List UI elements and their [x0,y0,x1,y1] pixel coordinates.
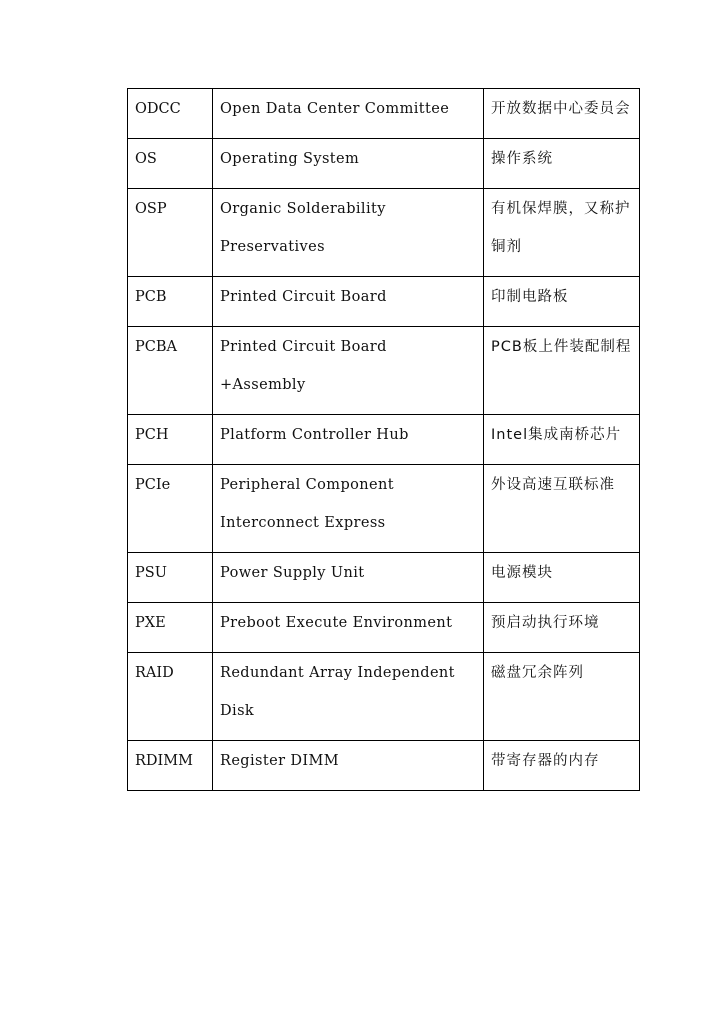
abbreviation-cell: PCH [128,415,213,465]
chinese-term-cell: 带寄存器的内存 [484,741,640,791]
abbreviation-cell: PCIe [128,465,213,553]
english-term-cell: Peripheral Component Interconnect Express [213,465,484,553]
english-term-cell: Preboot Execute Environment [213,603,484,653]
table-row [128,603,640,653]
table-row [128,277,640,327]
chinese-term-cell: Intel集成南桥芯片 [484,415,640,465]
chinese-term-cell: 操作系统 [484,139,640,189]
table-row [128,139,640,189]
english-term-cell: Register DIMM [213,741,484,791]
abbreviation-cell: ODCC [128,89,213,139]
abbreviation-cell: OSP [128,189,213,277]
english-term-cell: Operating System [213,139,484,189]
abbreviation-cell: PCBA [128,327,213,415]
chinese-term-cell: 电源模块 [484,553,640,603]
chinese-term-cell: 磁盘冗余阵列 [484,653,640,741]
chinese-term-cell: 印制电路板 [484,277,640,327]
abbreviation-cell: RAID [128,653,213,741]
abbreviation-cell: PCB [128,277,213,327]
abbreviation-cell: PSU [128,553,213,603]
table-row [128,415,640,465]
english-term-cell: Platform Controller Hub [213,415,484,465]
english-term-cell: Power Supply Unit [213,553,484,603]
table-row [128,189,640,277]
table-row [128,89,640,139]
chinese-term-cell: 开放数据中心委员会 [484,89,640,139]
abbreviation-cell: RDIMM [128,741,213,791]
english-term-cell: Open Data Center Committee [213,89,484,139]
abbreviation-cell: OS [128,139,213,189]
english-term-cell: Organic Solderability Preservatives [213,189,484,277]
english-term-cell: Printed Circuit Board [213,277,484,327]
chinese-term-cell: PCB板上件装配制程 [484,327,640,415]
chinese-term-cell: 预启动执行环境 [484,603,640,653]
table-row [128,327,640,415]
table-row [128,653,640,741]
table-row [128,465,640,553]
table-row [128,741,640,791]
abbreviation-cell: PXE [128,603,213,653]
english-term-cell: Redundant Array Independent Disk [213,653,484,741]
glossary-table [127,88,640,791]
chinese-term-cell: 外设高速互联标准 [484,465,640,553]
chinese-term-cell: 有机保焊膜，又称护铜剂 [484,189,640,277]
english-term-cell: Printed Circuit Board +Assembly [213,327,484,415]
table-row [128,553,640,603]
